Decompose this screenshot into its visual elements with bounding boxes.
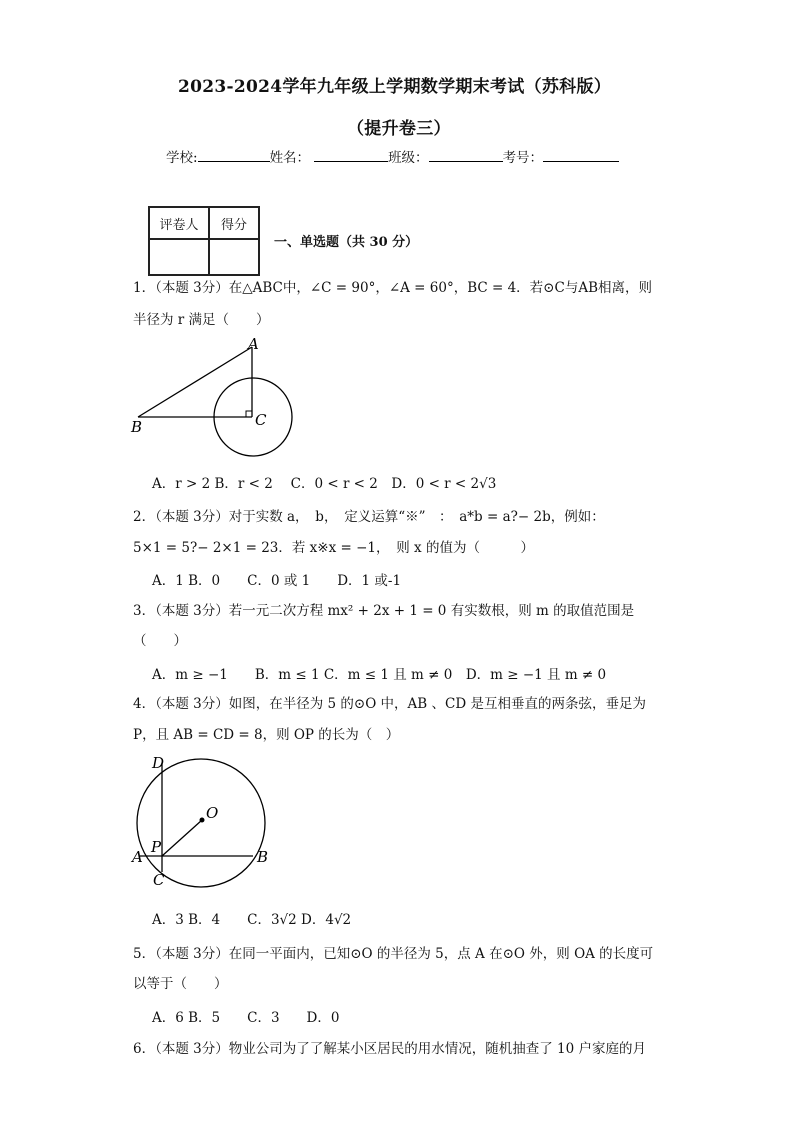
exam-subtitle: （提升卷三） — [347, 119, 451, 139]
label-b: B — [131, 418, 143, 436]
score-table — [148, 206, 260, 276]
question-5-line-2: 以等于（ ） — [133, 976, 228, 992]
question-4-line-1: 4．（本题 3分）如图，在半径为 5 的⊙O 中，AB 、CD 是互相垂直的两条弦，垂足为 — [133, 696, 646, 712]
circle-o — [137, 759, 265, 887]
score-header: 得分 — [209, 207, 259, 239]
label-c: C — [153, 871, 165, 889]
section-title: 一、单选题（共 30 分） — [274, 235, 419, 250]
student-info-row — [166, 146, 619, 166]
question-5-line-1: 5．（本题 3分）在同一平面内，已知⊙O 的半径为 5，点 A 在⊙O 外，则 OA 的长度可 — [133, 946, 654, 962]
question-6-line-1: 6．（本题 3分）物业公司为了了解某小区居民的用水情况，随机抽查了 10 户家庭的月 — [133, 1041, 646, 1057]
exam-title: 2023-2024学年九年级上学期数学期末考试（苏科版） — [178, 77, 612, 97]
question-3-line-1: 3．（本题 3分）若一元二次方程 mx² + 2x + 1 = 0 有实数根，则 m 的取值范围是 — [133, 603, 635, 619]
question-5-options: A．6 B．5 C．3 D．0 — [152, 1010, 340, 1026]
question-1-line-1: 1．（本题 3分）在△ABC中，∠C = 90°，∠A = 60°，BC = 4．若⊙C与AB相离，则 — [133, 280, 652, 296]
question-3-line-2: （ ） — [133, 633, 187, 649]
exam-number-label: 考号： — [502, 150, 544, 166]
label-p: P — [151, 838, 162, 856]
question-1-line-2: 半径为 r 满足（ ） — [133, 312, 270, 328]
school-label: 学校: — [166, 150, 198, 166]
grader-header: 评卷人 — [149, 207, 209, 239]
question-4-options: A．3 B．4 C．3√2 D．4√2 — [152, 912, 352, 928]
question-4-line-2: P，且 AB = CD = 8，则 OP 的长为（ ） — [133, 727, 400, 743]
class-blank[interactable] — [429, 147, 503, 162]
question-4-figure — [128, 752, 278, 892]
segment-op — [162, 820, 202, 856]
question-3-options: A．m ≥ −1 B．m ≤ 1 C．m ≤ 1 且 m ≠ 0 D．m ≥ −1 且 m ≠ 0 — [152, 667, 607, 683]
exam-number-blank[interactable] — [543, 147, 619, 162]
center-point-o — [200, 818, 205, 823]
label-a: A — [132, 848, 143, 866]
question-2-options: A．1 B．0 C．0 或 1 D．1 或-1 — [152, 573, 402, 589]
grader-cell[interactable] — [149, 239, 209, 275]
label-b: B — [257, 848, 269, 866]
label-c: C — [255, 411, 267, 429]
question-1-figure — [128, 335, 308, 460]
label-o: O — [206, 804, 219, 822]
label-a: A — [248, 335, 259, 353]
class-label: 班级： — [388, 150, 429, 166]
question-2-line-1: 2．（本题 3分）对于实数 a， b， 定义运算“※” ： a*b = a?− 2b，例如： — [133, 509, 605, 525]
right-angle-mark — [246, 411, 252, 417]
score-cell[interactable] — [209, 239, 259, 275]
school-blank[interactable] — [198, 147, 270, 162]
question-1-options: A．r > 2 B．r < 2 C．0 < r < 2 D．0 < r < 2√3 — [152, 476, 497, 492]
label-d: D — [152, 754, 165, 772]
question-2-line-2: 5×1 = 5?− 2×1 = 23．若 x※x = −1， 则 x 的值为（ ） — [133, 540, 534, 556]
name-blank[interactable] — [314, 147, 388, 162]
name-label: 姓名： — [269, 150, 311, 166]
